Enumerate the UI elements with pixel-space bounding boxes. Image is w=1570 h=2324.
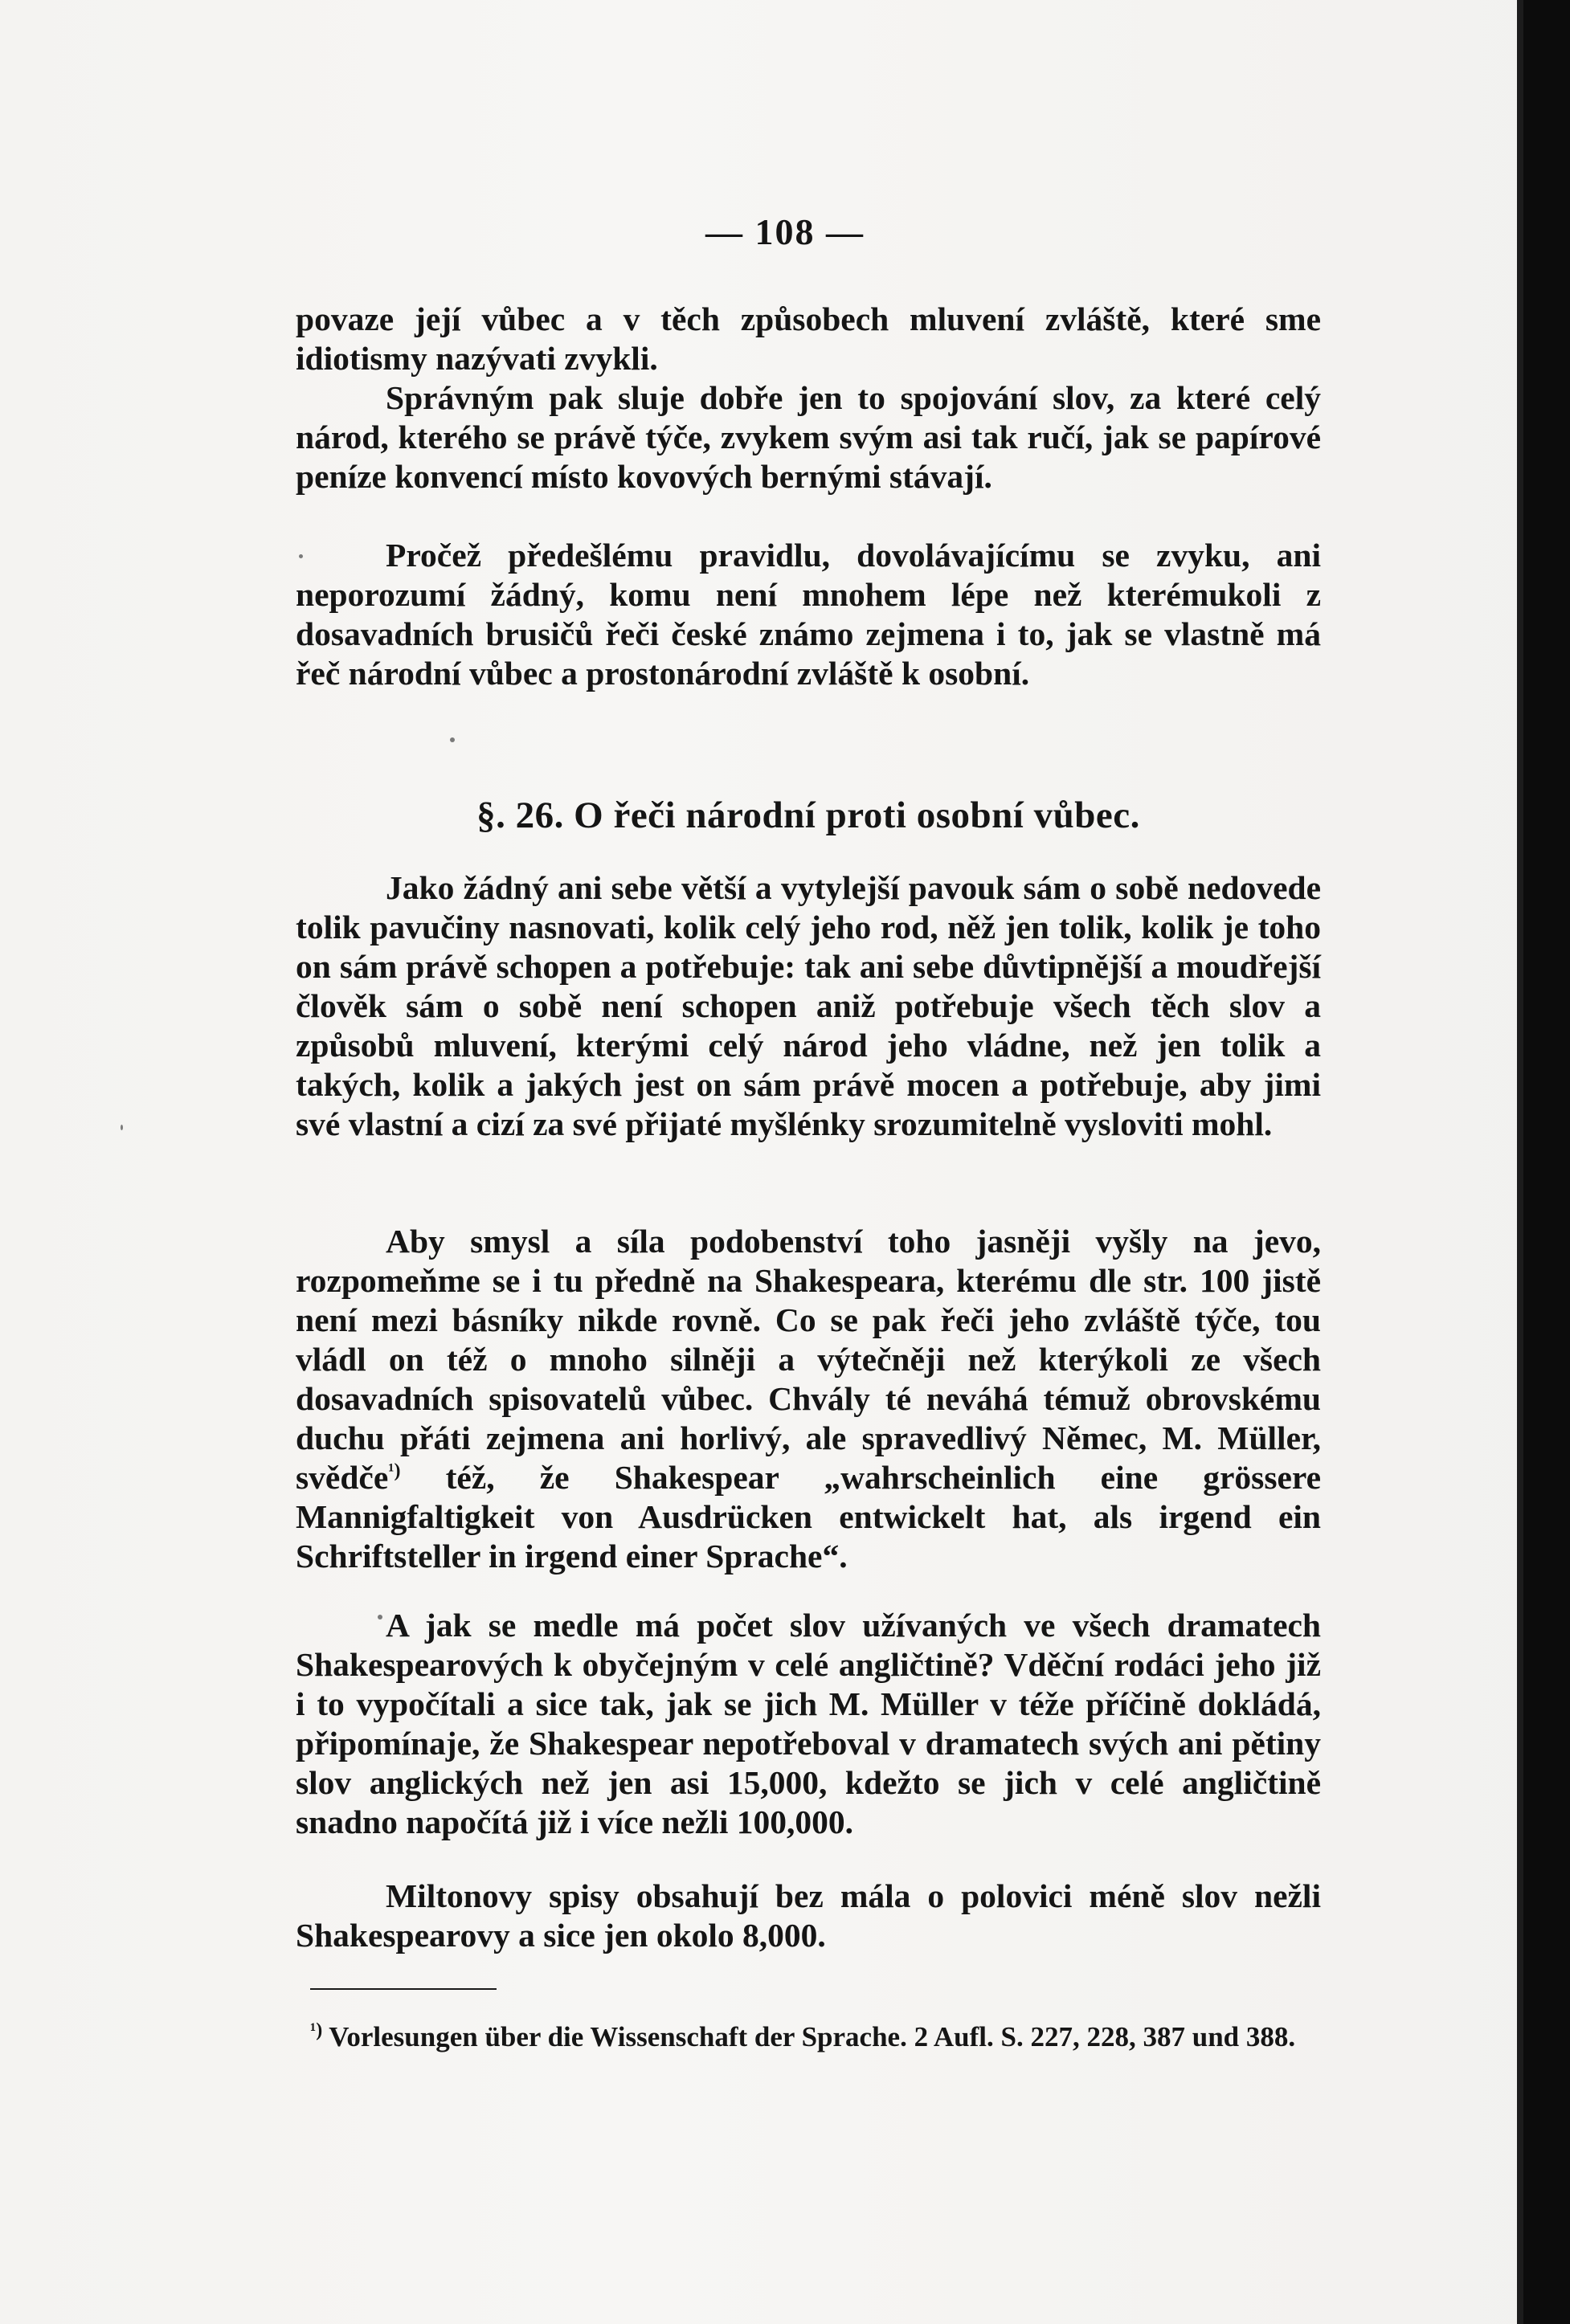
scan-dark-border (1523, 0, 1570, 2324)
page-number: — 108 — (705, 211, 865, 252)
footnote-reference-mark: ¹) (388, 1460, 401, 1482)
scan-speck (450, 737, 455, 742)
scan-speck (121, 1125, 123, 1130)
scan-speck (378, 1615, 382, 1619)
paragraph-1-text: povaze její vůbec a v těch způsobech mluvení zvláště, které sme idiotismy nazývati zvykli. (296, 300, 1321, 377)
paragraph-5-text-end: též, že Shakespear „wahrscheinlich eine grössere Mannigfaltigkeit von Ausdrücken entwickelt hat, als irgend ein Schriftsteller in irgend einer Sprache“. (296, 1459, 1321, 1575)
paragraph-6 (296, 1606, 1321, 1842)
paragraph-5-text (296, 1222, 1321, 1576)
paragraph-5-text-start: Aby smysl a síla podobenství toho jasněji vyšly na jevo, rozpomeňme se i tu předně na Shakespeara, kterému dle str. 100 jistě není mezi básníky nikde rovně. Co se pak řeči jeho zvláště týče, tou vládl on též o mnoho silněji a výtečněji než kterýkoli ze všech dosavadních spisovatelů vůbec. Chvály té neváhá témuž obrovskému duchu přáti zejmena ani horlivý, ale spravedlivý Němec, M. Müller, svědče (296, 1223, 1321, 1496)
paragraph-2 (296, 378, 1321, 496)
footnote (310, 2020, 1332, 2055)
scan-speck (299, 554, 303, 558)
footnote-text: Vorlesungen über die Wissenschaft der Sprache. 2 Aufl. S. 227, 228, 387 und 388. (322, 2021, 1296, 2052)
paragraph-5 (296, 1222, 1321, 1576)
paragraph-3-text: Pročež předešlému pravidlu, dovolávajícímu se zvyku, ani neporozumí žádný, komu není mnohem lépe než kterémukoli z dosavadních brusičů řeči české známo zejmena i to, jak se vlastně má řeč národní vůbec a prostonárodní zvláště k osobní. (296, 537, 1321, 692)
section-heading: §. 26. O řeči národní proti osobní vůbec. (476, 794, 1140, 836)
paragraph-2-text: Správným pak sluje dobře jen to spojování slov, za které celý národ, kterého se právě týče, zvykem svým asi tak ručí, jak se papírové peníze konvencí místo kovových bernými stávají. (296, 379, 1321, 495)
footnote-mark: ¹) (310, 2020, 323, 2041)
paragraph-6-text: A jak se medle má počet slov užívaných ve všech dramatech Shakespearových k obyčejným v celé angličtině? Vděční rodáci jeho již i to vypočítali a sice tak, jak se jich M. Müller v téže příčině dokládá, připomínaje, že Shakespear nepotřeboval v dramatech svých ani pětiny slov anglických než jen asi 15,000, kdežto se jich v celé angličtině snadno napočítá již i více nežli 100,000. (296, 1607, 1321, 1840)
paragraph-3 (296, 536, 1321, 693)
paragraph-1 (296, 300, 1321, 378)
paragraph-7 (296, 1877, 1321, 1955)
footnote-divider (310, 1988, 497, 1990)
paragraph-7-text: Miltonovy spisy obsahují bez mála o polovici méně slov nežli Shakespearovy a sice jen okolo 8,000. (296, 1877, 1321, 1954)
paragraph-4-text: Jako žádný ani sebe větší a vytylejší pavouk sám o sobě nedovede tolik pavučiny nasnovati, kolik celý jeho rod, něž jen tolik, kolik je toho on sám právě schopen a potřebuje: tak ani sebe důvtipnější a moudřejší člověk sám o sobě není schopen aniž potřebuje všech těch slov a způsobů mluvení, kterými celý národ jeho vládne, než jen tolik a takých, kolik a jakých jest on sám právě mocen a potřebuje, aby jimi své vlastní a cizí za své přijaté myšlénky srozumitelně vysloviti mohl. (296, 869, 1321, 1142)
paragraph-4 (296, 868, 1321, 1144)
scan-edge-shadow (1517, 0, 1523, 2324)
